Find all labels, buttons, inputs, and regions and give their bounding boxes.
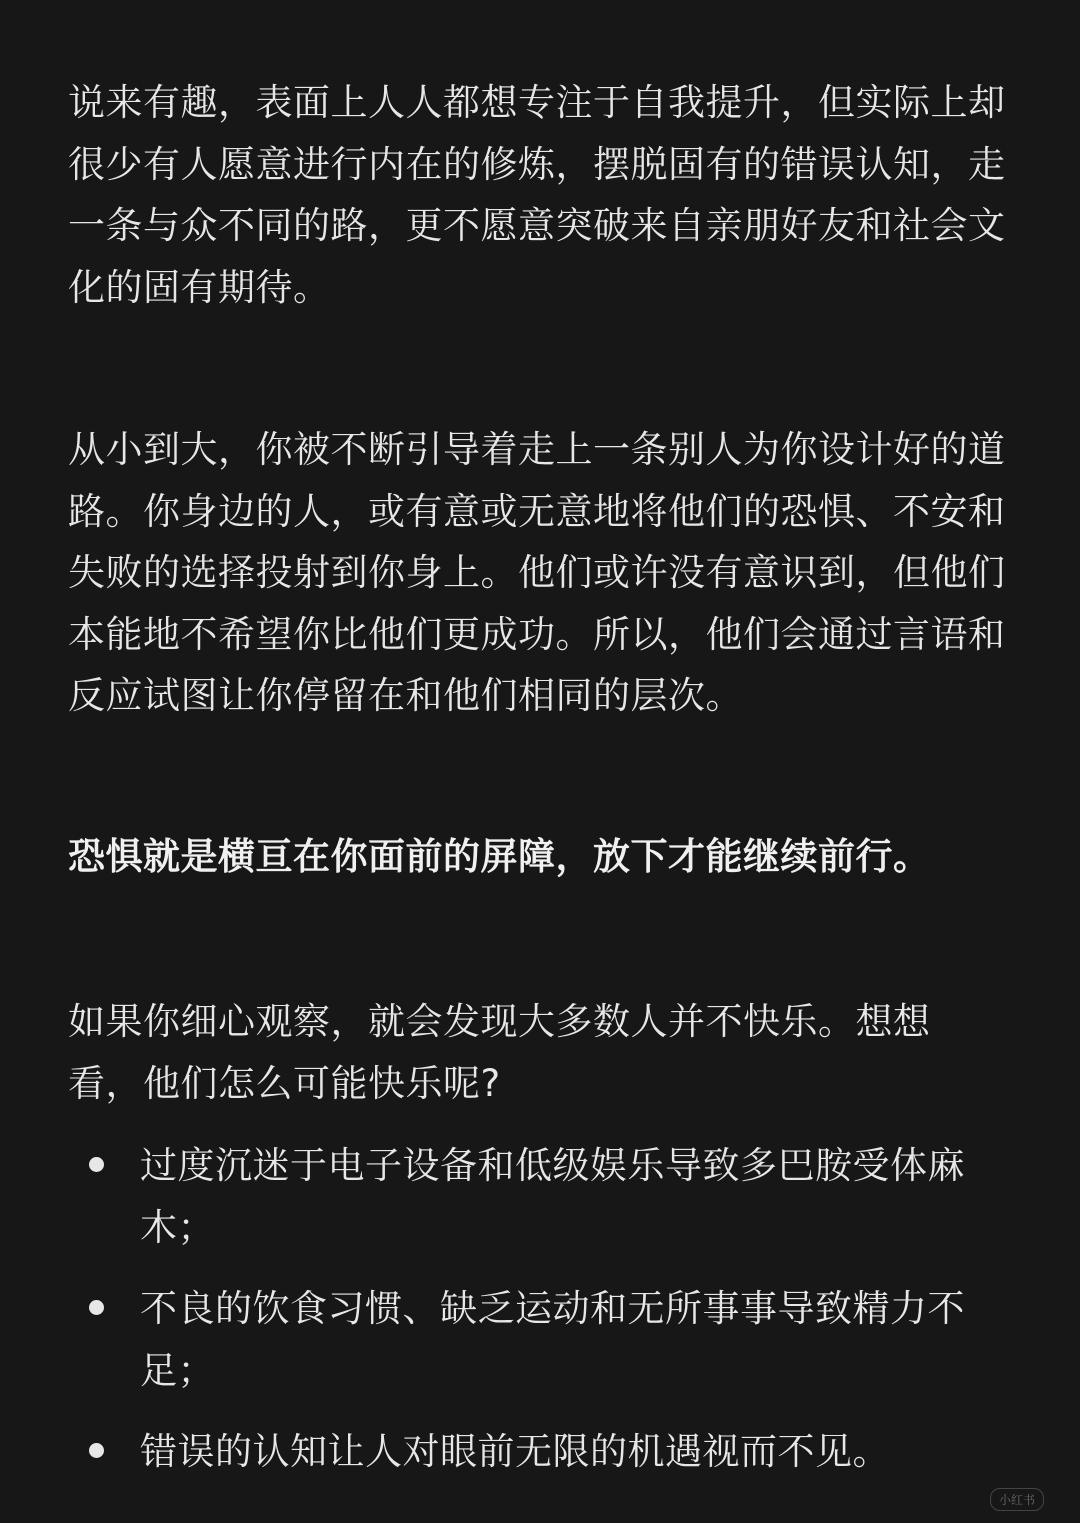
bullet-dot-icon xyxy=(89,1300,104,1315)
bullet-dot-icon xyxy=(89,1443,104,1458)
list-item-text: 错误的认知让人对眼前无限的机遇视而不见。 xyxy=(140,1430,890,1473)
paragraph-fear-barrier: 恐惧就是横亘在你面前的屏障，放下才能继续前行。 xyxy=(68,835,931,878)
bullet-dot-icon xyxy=(89,1157,104,1172)
paragraph-unhappiness: 如果你细心观察，就会发现大多数人并不快乐。想想看，他们怎么可能快乐呢? xyxy=(68,1000,931,1105)
list-item-text: 过度沉迷于电子设备和低级娱乐导致多巴胺受体麻木； xyxy=(140,1144,965,1249)
list-item xyxy=(0,1278,1080,1401)
watermark-logo: 小红书 xyxy=(990,1488,1044,1511)
paragraph-guided-path: 从小到大，你被不断引导着走上一条别人为你设计好的道路。你身边的人，或有意或无意地将他们的恐惧、不安和失败的选择投射到你身上。他们或许没有意识到，但他们本能地不希望你比他们更成功。所以，他们会通过言语和反应试图让你停留在和他们相同的层次。 xyxy=(68,428,1006,717)
list-item xyxy=(0,1135,1080,1258)
list-item-text: 不良的饮食习惯、缺乏运动和无所事事导致精力不足； xyxy=(140,1287,965,1392)
paragraph-self-improvement: 说来有趣，表面上人人都想专注于自我提升，但实际上却很少有人愿意进行内在的修炼，摆脱固有的错误认知，走一条与众不同的路，更不愿意突破来自亲朋好友和社会文化的固有期待。 xyxy=(68,81,1006,309)
list-item xyxy=(0,1421,1080,1483)
reasons-list xyxy=(0,1135,1080,1483)
